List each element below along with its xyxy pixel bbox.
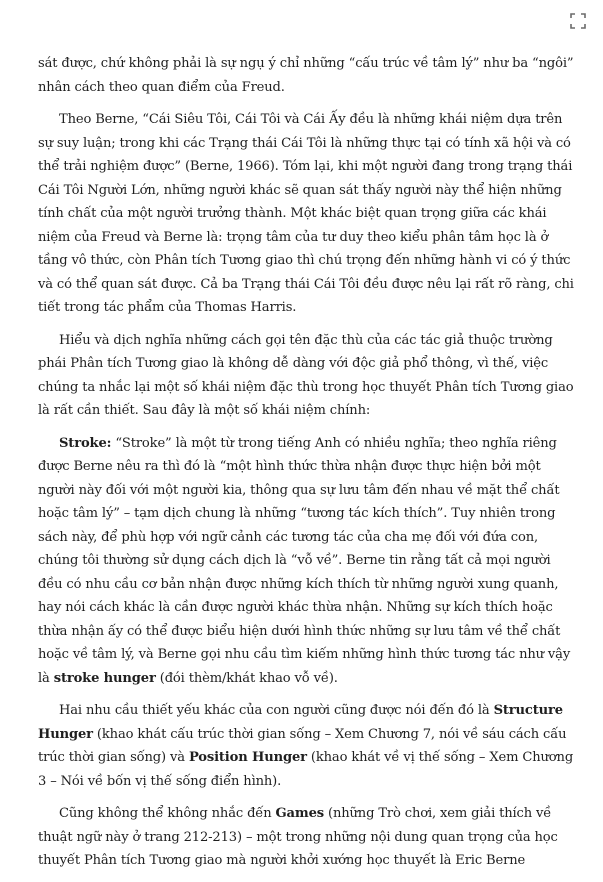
paragraph-2: Theo Berne, “Cái Siêu Tôi, Cái Tôi và Cái Ấy đều là những khái niệm dựa trên sự suy luận; trong khi các Trạng thái Cái Tôi là những thực tại có tính xã hội và có thể trải nghiệm được” (Berne, 1966). Tóm lại, khi một người đang trong trạng thái Cái Tôi Người Lớn, những người khác sẽ quan sát thấy người này thể hiện những tính chất của một người trưởng thành. Một khác biệt quan trọng giữa các khái niệm của Freud và Berne là: trọng tâm của tư duy theo kiểu phân tâm học là ở tầng vô thức, còn Phân tích Tương giao thì chú trọng đến những hành vi có ý thức và có thể quan sát được. Cả ba Trạng thái Cái Tôi đều được nêu lại rất rõ ràng, chi tiết trong tác phẩm của Thomas Harris. [38, 112, 574, 315]
stroke-definition: “Stroke” là một từ trong tiếng Anh có nhiều nghĩa; theo nghĩa riêng được Berne nêu ra thì đó là “một hình thức thừa nhận được thực hiện bởi một người này đối với một người kia, thông qua sự lưu tâm đến nhau về mặt thể chất hoặc tâm lý” – tạm dịch chung là những “tương tác kích thích”. Tuy nhiên trong sách này, để phù hợp với ngữ cảnh các tương tác của cha mẹ đối với đứa con, chúng tôi thường sử dụng cách dịch là “vỗ về”. Berne tin rằng tất cả mọi người đều có nhu cầu cơ bản nhận được những kích thích từ những người xung quanh, hay nói cách khác là cần được người khác thừa nhận. Những sự kích thích hoặc thừa nhận ấy có thể được biểu hiện dưới hình thức những sự lưu tâm về thể chất hoặc về tâm lý, và Berne gọi nhu cầu tìm kiếm những hình thức tương tác như vậy là [38, 435, 571, 686]
structure-hunger-gloss: (khao khát cấu trúc thời gian sống – Xem Chương 7, nói về sáu cách cấu trúc thời gian sống) và [38, 726, 567, 765]
stroke-hunger-gloss: (đói thèm/khát khao vỗ về). [155, 670, 338, 686]
hungers-intro: Hai nhu cầu thiết yếu khác của con người cũng được nói đến đó là [59, 703, 494, 718]
page-content [38, 52, 574, 882]
games-intro: Cũng không thể không nhắc đến [59, 806, 276, 821]
paragraph-1: sát được, chứ không phải là sự ngụ ý chỉ những “cấu trúc về tâm lý” như ba “ngôi” nhân cách theo quan điểm của Freud. [38, 56, 574, 95]
paragraph-hungers [38, 699, 574, 793]
expand-button[interactable] [569, 12, 587, 30]
games-gloss: (những Trò chơi, xem giải thích về thuật ngữ này ở trang 212-213) – một trong những nội dung quan trọng của học thuyết Phân tích Tương giao mà người khởi xướng học thuyết là Eric Berne [38, 806, 558, 868]
paragraph-stroke [38, 432, 574, 691]
term-structure-hunger: Structure Hunger [38, 703, 563, 742]
position-hunger-gloss: (khao khát về vị thế sống – Xem Chương 3 – Nói về bốn vị thế sống điển hình). [38, 750, 574, 789]
term-stroke-hunger: stroke hunger [53, 670, 156, 686]
term-stroke: Stroke: [59, 435, 112, 451]
expand-icon [569, 12, 587, 30]
paragraph-games [38, 802, 574, 873]
term-position-hunger: Position Hunger [188, 750, 307, 765]
term-games: Games [275, 806, 324, 821]
paragraph-3: Hiểu và dịch nghĩa những cách gọi tên đặc thù của các tác giả thuộc trường phái Phân tích Tương giao là không dễ dàng với độc giả phổ thông, vì thế, việc chúng ta nhắc lại một số khái niệm đặc thù trong học thuyết Phân tích Tương giao là rất cần thiết. Sau đây là một số khái niệm chính: [38, 332, 574, 418]
